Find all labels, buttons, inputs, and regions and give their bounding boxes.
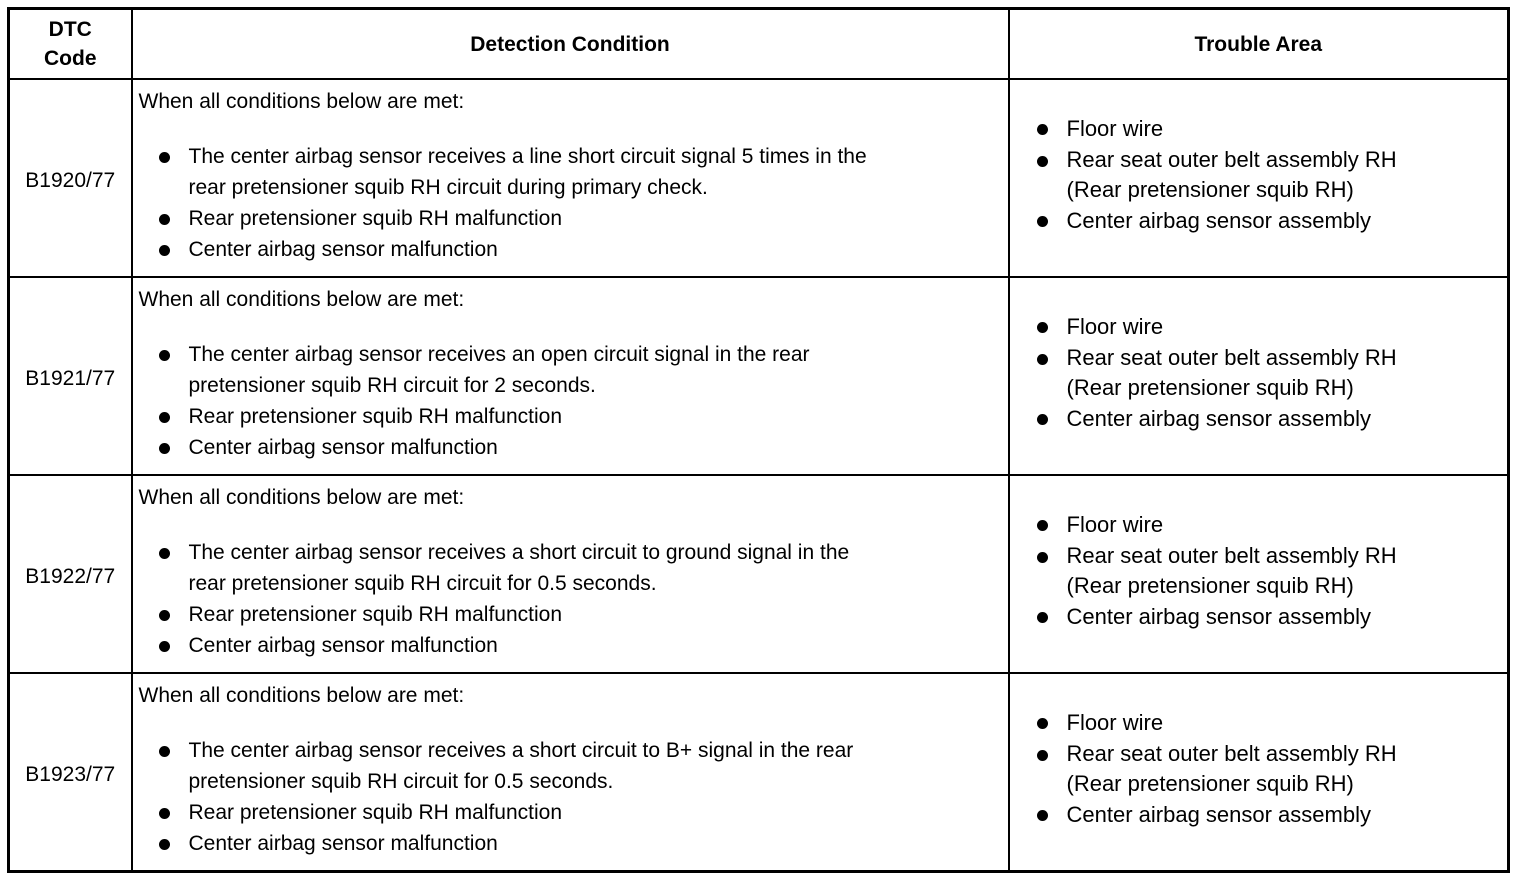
bullet-icon	[1037, 552, 1048, 563]
detection-condition	[132, 277, 1009, 475]
condition-intro: When all conditions below are met:	[138, 684, 465, 707]
condition-text	[189, 735, 1000, 797]
condition-list	[139, 339, 1000, 463]
trouble-area	[1009, 475, 1509, 673]
list-item	[1010, 541, 1500, 601]
condition-text: Center airbag sensor malfunction	[188, 238, 498, 261]
list-item	[139, 797, 1000, 828]
table-row	[9, 673, 1509, 872]
condition-intro: When all conditions below are met:	[138, 486, 465, 509]
list-item	[1010, 145, 1500, 205]
condition-text	[189, 339, 1000, 401]
condition-list	[139, 735, 1000, 859]
bullet-icon	[159, 808, 170, 819]
bullet-icon	[1037, 124, 1048, 135]
bullet-icon	[1037, 718, 1048, 729]
condition-text	[189, 141, 1000, 203]
list-item	[1010, 113, 1500, 145]
bullet-icon	[159, 839, 170, 850]
list-item	[139, 828, 1000, 859]
condition-text: Rear pretensioner squib RH malfunction	[188, 801, 563, 824]
list-item	[1010, 739, 1500, 799]
bullet-icon	[159, 548, 170, 559]
condition-text: Center airbag sensor malfunction	[188, 634, 498, 657]
trouble-area	[1009, 673, 1509, 872]
list-item	[139, 203, 1000, 234]
list-item	[139, 141, 1000, 203]
condition-line: rear pretensioner squib RH circuit during primary check.	[188, 176, 708, 199]
area-text: Center airbag sensor assembly	[1066, 802, 1371, 827]
bullet-icon	[1037, 612, 1048, 623]
condition-line: The center airbag sensor receives an open circuit signal in the rear	[188, 343, 810, 366]
area-text: Rear seat outer belt assembly RH	[1066, 543, 1397, 568]
bullet-icon	[1037, 750, 1048, 761]
list-item	[139, 630, 1000, 661]
bullet-icon	[1037, 322, 1048, 333]
area-text: Floor wire	[1066, 116, 1164, 141]
list-item	[139, 339, 1000, 401]
list-item	[139, 735, 1000, 797]
condition-line: The center airbag sensor receives a short circuit to ground signal in the	[188, 541, 850, 564]
detection-condition	[132, 475, 1009, 673]
condition-line: rear pretensioner squib RH circuit for 0.5 seconds.	[188, 572, 657, 595]
condition-text: Rear pretensioner squib RH malfunction	[188, 405, 563, 428]
area-subtext: (Rear pretensioner squib RH)	[1066, 177, 1354, 202]
dtc-code: B1921/77	[9, 277, 132, 475]
dtc-code: B1922/77	[9, 475, 132, 673]
bullet-icon	[159, 610, 170, 621]
list-item	[1010, 799, 1500, 831]
area-subtext: (Rear pretensioner squib RH)	[1066, 573, 1354, 598]
condition-text	[189, 537, 1000, 599]
bullet-icon	[1037, 520, 1048, 531]
condition-list	[139, 537, 1000, 661]
list-item	[1010, 311, 1500, 343]
condition-line: pretensioner squib RH circuit for 2 seconds.	[188, 374, 596, 397]
trouble-area	[1009, 79, 1509, 277]
area-text: Floor wire	[1066, 314, 1164, 339]
area-text: Floor wire	[1066, 710, 1164, 735]
list-item	[139, 401, 1000, 432]
bullet-icon	[159, 214, 170, 225]
bullet-icon	[159, 641, 170, 652]
area-text: Center airbag sensor assembly	[1066, 208, 1371, 233]
list-item	[139, 599, 1000, 630]
condition-intro: When all conditions below are met:	[138, 288, 465, 311]
area-text: Rear seat outer belt assembly RH	[1066, 741, 1397, 766]
bullet-icon	[159, 245, 170, 256]
area-text: Center airbag sensor assembly	[1066, 604, 1371, 629]
list-item	[1010, 707, 1500, 739]
bullet-icon	[159, 350, 170, 361]
detection-condition	[132, 79, 1009, 277]
dtc-code: B1923/77	[9, 673, 132, 872]
condition-line: The center airbag sensor receives a short circuit to B+ signal in the rear	[188, 739, 854, 762]
detection-condition	[132, 673, 1009, 872]
area-text: Floor wire	[1066, 512, 1164, 537]
bullet-icon	[1037, 216, 1048, 227]
area-subtext: (Rear pretensioner squib RH)	[1066, 771, 1354, 796]
trouble-area-list	[1010, 707, 1500, 831]
bullet-icon	[159, 746, 170, 757]
area-text: Rear seat outer belt assembly RH	[1066, 147, 1397, 172]
bullet-icon	[159, 443, 170, 454]
bullet-icon	[159, 152, 170, 163]
list-item	[1010, 403, 1500, 435]
list-item	[139, 234, 1000, 265]
table-row	[9, 475, 1509, 673]
trouble-area-list	[1010, 509, 1500, 633]
area-subtext: (Rear pretensioner squib RH)	[1066, 375, 1354, 400]
bullet-icon	[1037, 414, 1048, 425]
list-item	[1010, 205, 1500, 237]
table-row	[9, 79, 1509, 277]
header-trouble-area: Trouble Area	[1009, 9, 1509, 80]
condition-text: Center airbag sensor malfunction	[188, 436, 498, 459]
bullet-icon	[1037, 354, 1048, 365]
trouble-area-list	[1010, 113, 1500, 237]
table-row	[9, 277, 1509, 475]
dtc-table	[7, 7, 1510, 873]
header-detection-condition: Detection Condition	[132, 9, 1009, 80]
condition-text: Rear pretensioner squib RH malfunction	[188, 207, 563, 230]
list-item	[1010, 601, 1500, 633]
dtc-code: B1920/77	[9, 79, 132, 277]
bullet-icon	[1037, 810, 1048, 821]
condition-line: pretensioner squib RH circuit for 0.5 seconds.	[188, 770, 614, 793]
condition-line: The center airbag sensor receives a line short circuit signal 5 times in the	[188, 145, 867, 168]
list-item	[1010, 509, 1500, 541]
trouble-area	[1009, 277, 1509, 475]
condition-intro: When all conditions below are met:	[138, 90, 465, 113]
list-item	[139, 432, 1000, 463]
area-text: Rear seat outer belt assembly RH	[1066, 345, 1397, 370]
header-row	[9, 9, 1509, 80]
list-item	[139, 537, 1000, 599]
condition-text: Center airbag sensor malfunction	[188, 832, 498, 855]
bullet-icon	[159, 412, 170, 423]
header-dtc-code-label: DTC Code	[44, 18, 97, 70]
condition-text: Rear pretensioner squib RH malfunction	[188, 603, 563, 626]
trouble-area-list	[1010, 311, 1500, 435]
header-dtc-code	[9, 9, 132, 80]
area-text: Center airbag sensor assembly	[1066, 406, 1371, 431]
bullet-icon	[1037, 156, 1048, 167]
list-item	[1010, 343, 1500, 403]
condition-list	[139, 141, 1000, 265]
